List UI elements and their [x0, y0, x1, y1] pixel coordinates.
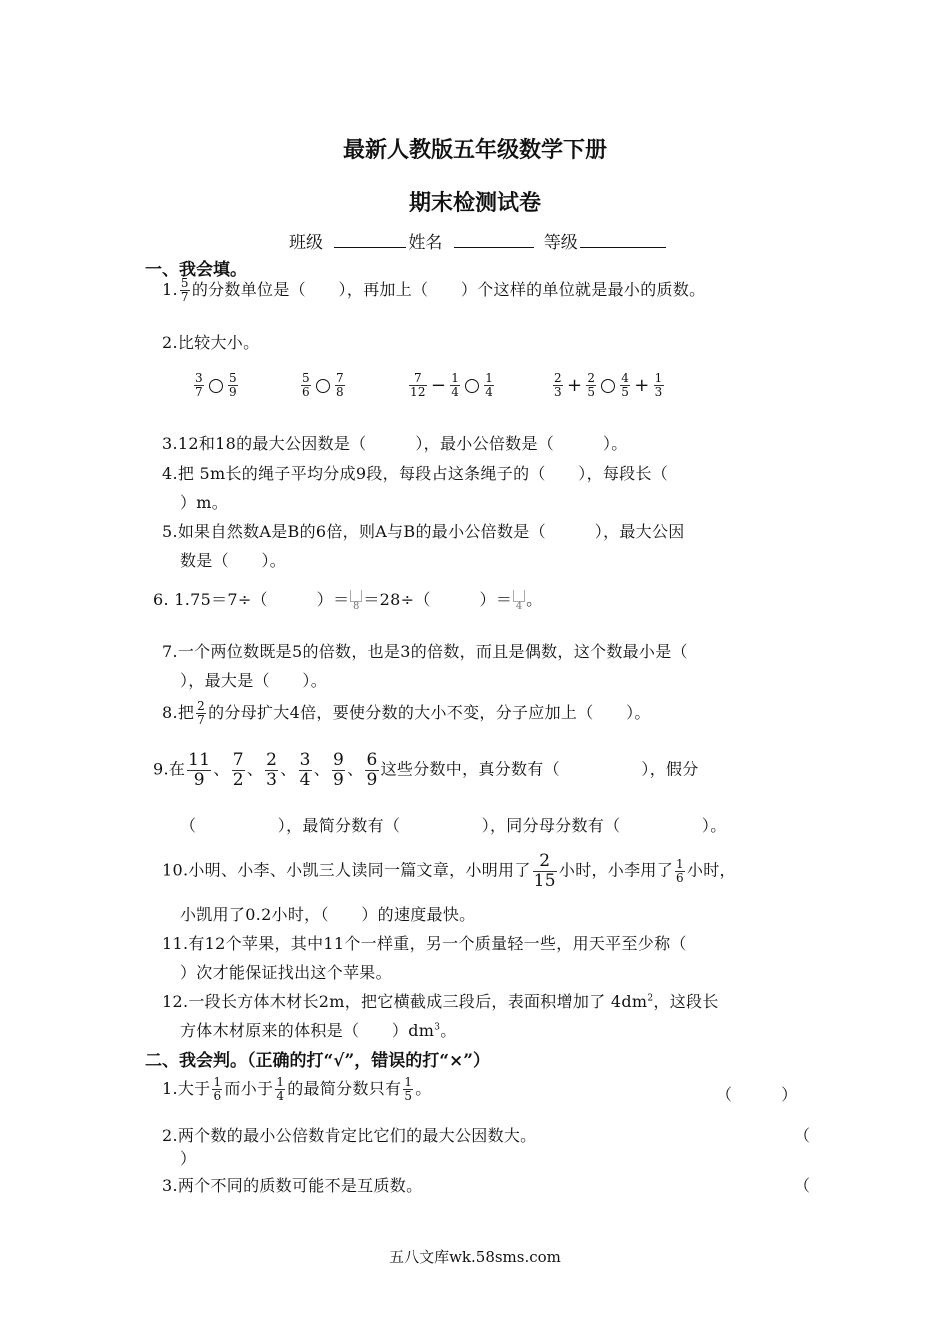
judge-question-3: 3.两个不同的质数可能不是互质数。	[162, 1176, 423, 1195]
fraction-box[interactable]: 8	[349, 590, 363, 612]
question-1	[162, 277, 705, 304]
q2-compare-d: $\frac{2}{3}$ + $\frac{2}{5}$ $\frac{4}{5}$ + $\frac{1}{3}$	[554, 371, 663, 400]
question-2: 2.比较大小。	[162, 333, 260, 352]
question-11-line1: 11.有12个苹果，其中11个一样重，另一个质量轻一些，用天平至少称（	[162, 934, 687, 953]
question-12-line1: 12.一段长方体木材长2m，把它横截成三段后，表面积增加了 $4dm^2$，这段长	[162, 992, 719, 1011]
judge-question-1: 1.大于 $\frac{1}{6}$ 而小于 $\frac{1}{4}$ 的最简分数只有 $\frac{1}{5}$ 。	[162, 1075, 432, 1104]
question-7-line2: ），最大是（ ）。	[180, 671, 328, 690]
footer-watermark: 五八文库wk.58sms.com	[389, 1248, 561, 1266]
compare-circle[interactable]	[316, 379, 330, 393]
name-label: 姓名	[408, 233, 443, 253]
q2-compare-b: $\frac{5}{6}$ $\frac{7}{8}$	[302, 371, 344, 400]
question-6: 6. 1.75＝7÷（ ）＝ 8 ＝28÷（ ）＝ 4 。	[153, 590, 543, 612]
class-blank[interactable]	[334, 233, 406, 248]
q1-fraction: $\frac{5}{7}$	[180, 276, 189, 305]
section-heading-judge: 二、我会判。（正确的打“√”，错误的打“×”）	[145, 1051, 491, 1071]
question-4-line2: ）m。	[180, 493, 229, 512]
q1-text: 的分数单位是（ ），再加上（ ）个这样的单位就是最小的质数。	[191, 280, 706, 300]
page-title: 最新人教版五年级数学下册	[342, 137, 607, 163]
question-9-line1: 9.在 $\frac{11}{9}$ 、 $\frac{7}{2}$ 、 $\frac{2}{3}$ 、 $\frac{3}{4}$ 、 $\frac{9}{9}$ 、 $\frac{6}{9}$ 这些分数中，真分数有（ ），假分	[153, 750, 699, 790]
student-info-row	[289, 228, 666, 253]
fraction-box[interactable]: 4	[512, 590, 526, 612]
compare-circle[interactable]	[465, 379, 479, 393]
question-5-line1: 5.如果自然数A是B的6倍，则A与B的最小公倍数是（ ），最大公因	[162, 522, 685, 541]
judge-answer-bracket-1[interactable]: （ ）	[716, 1085, 798, 1104]
section-heading-fill: 一、我会填。	[145, 260, 247, 280]
question-9-line2: （ ），最简分数有（ ），同分母分数有（ ）。	[180, 816, 727, 835]
q1-number: 1.	[162, 280, 178, 300]
class-label: 班级	[289, 233, 323, 253]
question-10-line1: 10.小明、小李、小凯三人读同一篇文章，小明用了 $\frac{2}{15}$ 小时，小李用了 $\frac{1}{6}$ 小时，	[162, 851, 736, 891]
name-blank[interactable]	[454, 233, 534, 248]
page-subtitle: 期末检测试卷	[408, 190, 541, 216]
compare-circle[interactable]	[209, 379, 223, 393]
q2-compare-a: $\frac{3}{7}$ $\frac{5}{9}$	[195, 371, 237, 400]
judge-answer-open-3[interactable]: （	[794, 1176, 811, 1195]
grade-label: 等级	[543, 233, 578, 253]
q2-compare-c: $\frac{7}{12}$ − $\frac{1}{4}$ $\frac{1}{4}$	[410, 371, 494, 400]
question-8: 8.把 $\frac{2}{7}$ 的分母扩大4倍，要使分数的大小不变，分子应加上（ ）。	[162, 699, 651, 728]
judge-question-2: 2.两个数的最小公倍数肯定比它们的最大公因数大。	[162, 1126, 537, 1145]
judge-answer-close-2[interactable]: ）	[180, 1149, 197, 1168]
question-11-line2: ）次才能保证找出这个苹果。	[180, 963, 392, 982]
question-3: 3.12和18的最大公因数是（ ），最小公倍数是（ ）。	[162, 434, 628, 453]
question-5-line2: 数是（ ）。	[180, 551, 287, 570]
question-4-line1: 4.把 5m长的绳子平均分成9段，每段占这条绳子的（ ），每段长（	[162, 464, 669, 483]
compare-circle[interactable]	[601, 379, 615, 393]
grade-blank[interactable]	[580, 233, 666, 248]
judge-answer-open-2[interactable]: （	[794, 1126, 811, 1145]
question-7-line1: 7.一个两位数既是5的倍数，也是3的倍数，而且是偶数，这个数最小是（	[162, 642, 688, 661]
question-12-line2: 方体木材原来的体积是（ ）$dm^3$。	[180, 1021, 457, 1040]
question-10-line2: 小凯用了0.2小时，（ ）的速度最快。	[180, 905, 476, 924]
